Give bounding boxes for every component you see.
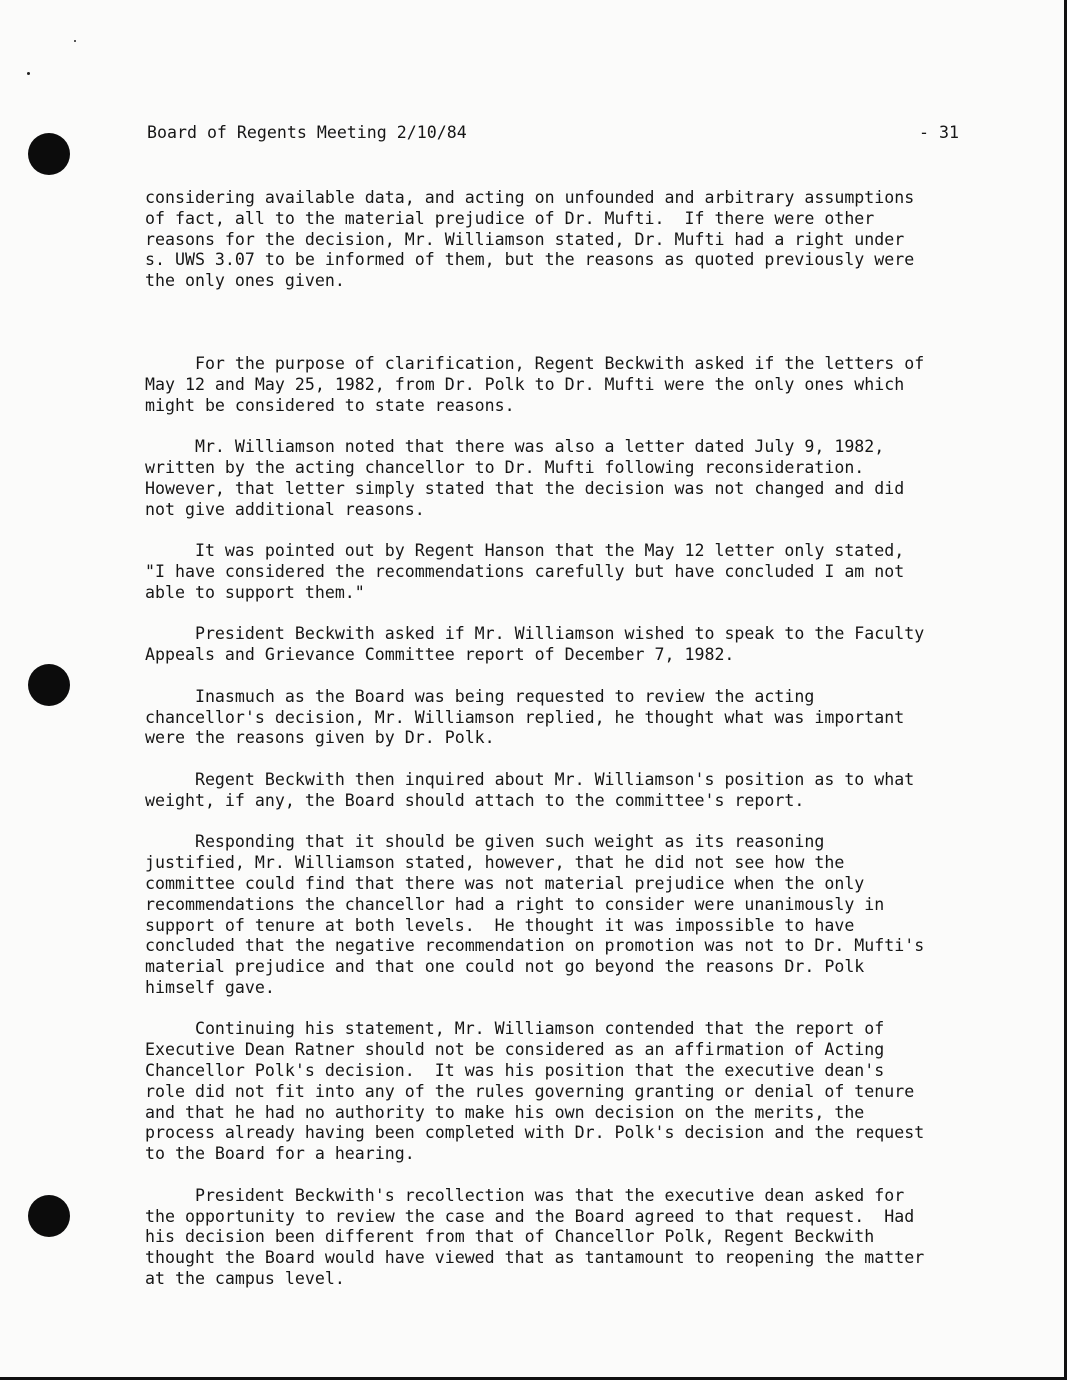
paragraph: considering available data, and acting on unfounded and arbitrary assumptions of fact, all to the material prejudice of Dr. Mufti. If there were other reasons for the decision, Mr. Williamson stated, Dr. Mufti had a right under s. UWS 3.07 to be informed of them, but the reasons as quoted previously were the only ones given. <box>145 188 915 291</box>
paragraph: For the purpose of clarification, Regent Beckwith asked if the letters of May 12 and May 25, 1982, from Dr. Polk to Dr. Mufti were the only ones which might be considered to state reasons. <box>145 353 925 415</box>
paragraph: It was pointed out by Regent Hanson that the May 12 letter only stated, "I have considered the recommendations carefully but have concluded I am not able to support them." <box>145 541 905 602</box>
document-body <box>145 188 963 1290</box>
paragraph: Regent Beckwith then inquired about Mr. Williamson's position as to what weight, if any, the Board should attach to the committee's report. <box>145 769 915 810</box>
page-number: - 31 <box>919 123 959 142</box>
paragraph: Inasmuch as the Board was being requested to review the acting chancellor's decision, Mr. Williamson replied, he thought what was important were the reasons given by Dr. Polk. <box>145 686 905 748</box>
paragraph: Mr. Williamson noted that there was also a letter dated July 9, 1982, written by the acting chancellor to Dr. Mufti following reconsideration. However, that letter simply stated that the decision was not changed and did not give additional reasons. <box>145 437 905 519</box>
paragraph: Continuing his statement, Mr. Williamson contended that the report of Executive Dean Ratner should not be considered as an affirmation of Acting Chancellor Polk's decision. It was his position that the executive dean's role did not fit into any of the rules governing granting or denial of tenure and that he had no authority to make his own decision on the merits, the process already having been completed with Dr. Polk's decision and the request to the Board for a hearing. <box>145 1019 925 1164</box>
page-header <box>147 123 959 142</box>
paragraph: Responding that it should be given such weight as its reasoning justified, Mr. Williamson stated, however, that he did not see how the committee could find that there was not material prejudice when the only recommendations the chancellor had a right to consider were unanimously in support of tenure at both levels. He thought it was impossible to have concluded that the negative recommendation on promotion was not to Dr. Mufti's material prejudice and that one could not go beyond the reasons Dr. Polk himself gave. <box>145 832 925 997</box>
scan-speck <box>74 40 76 42</box>
punch-hole-top <box>28 133 70 175</box>
punch-hole-middle <box>28 664 70 706</box>
paragraph: President Beckwith's recollection was that the executive dean asked for the opportunity to review the case and the Board agreed to that request. Had his decision been different from that of Chancellor Polk, Regent Beckwith thought the Board would have viewed that as tantamount to reopening the matter at the campus level. <box>145 1185 925 1289</box>
header-title: Board of Regents Meeting 2/10/84 <box>147 123 467 142</box>
paragraph: President Beckwith asked if Mr. Williamson wished to speak to the Faculty Appeals and Grievance Committee report of December 7, 1982. <box>145 624 925 665</box>
scan-speck <box>27 72 30 75</box>
punch-hole-bottom <box>28 1195 70 1237</box>
